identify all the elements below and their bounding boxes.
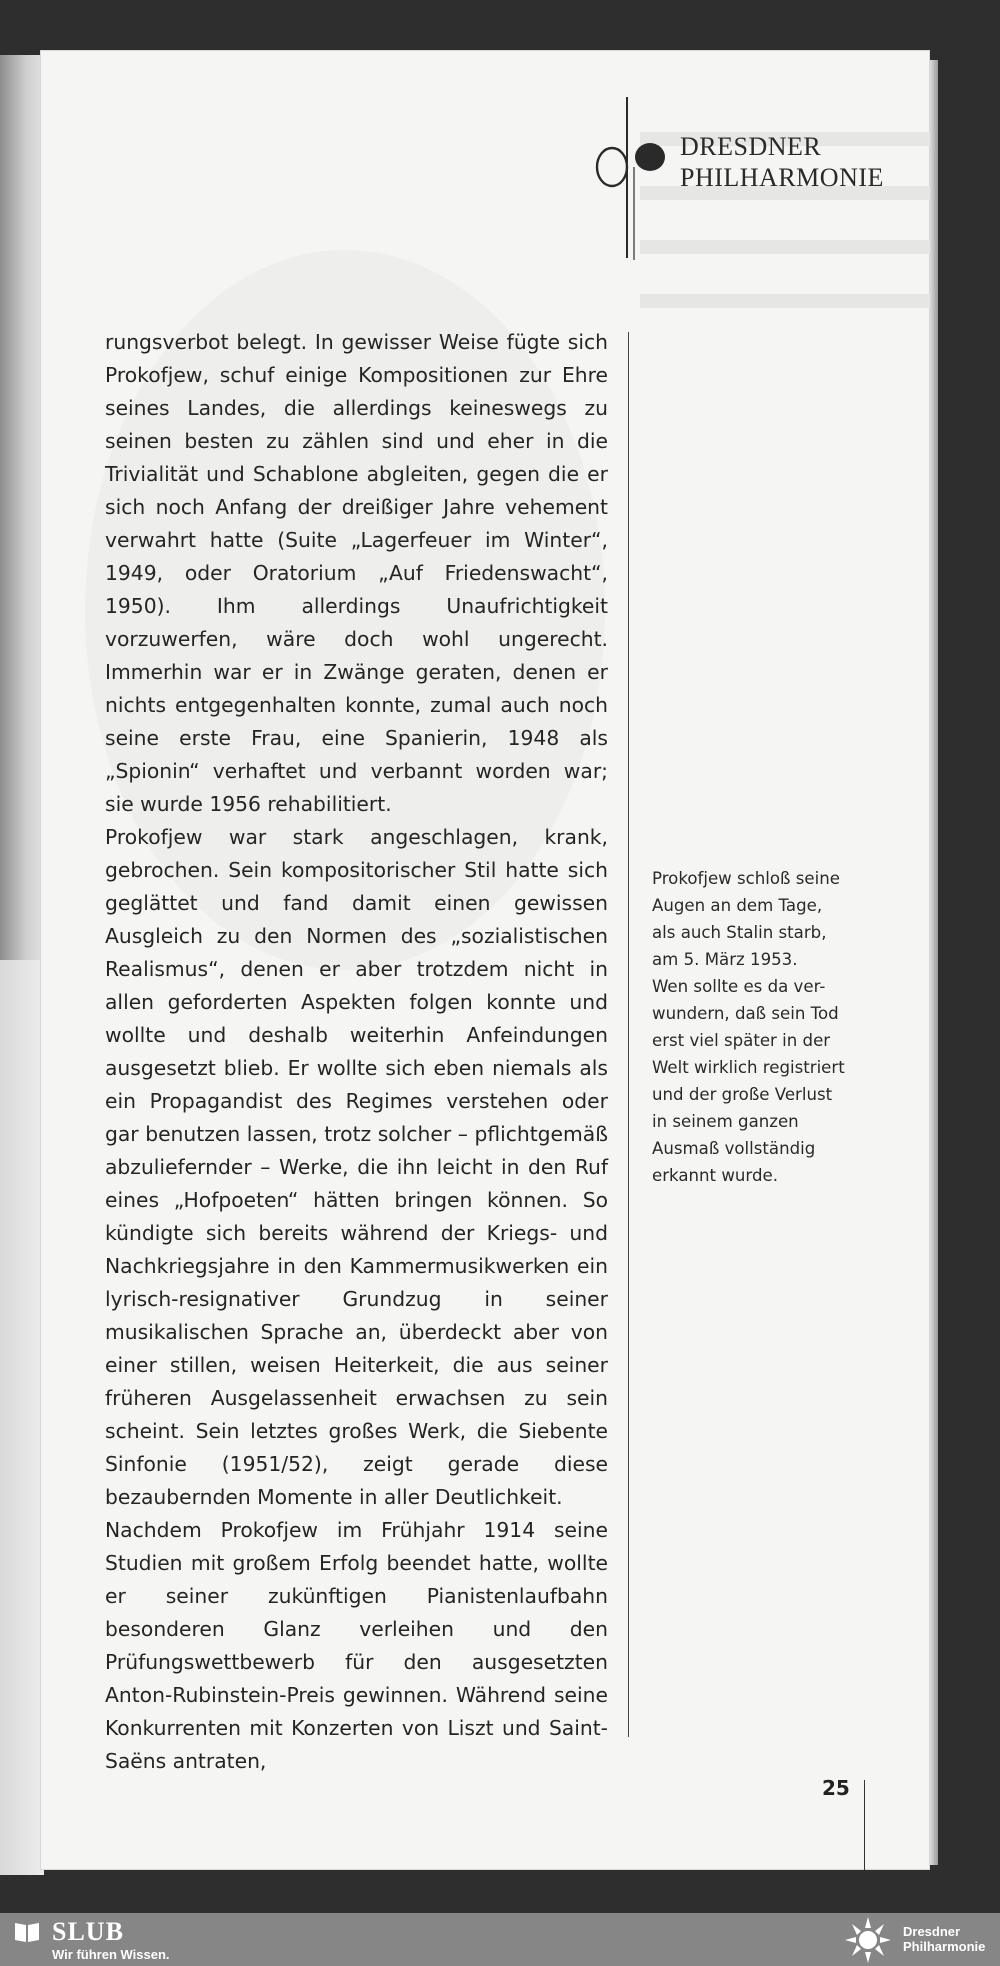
viewer-footer-bar (0, 1913, 1000, 1966)
dresdner-philharmonie-logo (590, 95, 890, 265)
margin-note-line: am 5. März 1953. (652, 950, 798, 969)
margin-note-line: Ausmaß vollständig (652, 1139, 816, 1158)
margin-note-line: erst viel später in der (652, 1031, 831, 1050)
margin-note (652, 865, 882, 1189)
paragraph-1: rungsverbot belegt. In gewisser Weise fügte sich Prokofjew, schuf einige Kompositionen zur Ehre seines Landes, die allerdings keineswegs zu seinen besten zu zählen sind und eher in die Trivialität und Schablone abgleiten, gegen die er sich noch Anfang der dreißiger Jahre vehement verwahrt hatte (Suite „Lagerfeuer im Winter“, 1949, oder Oratorium „Auf Friedenswacht“, 1950). Ihm allerdings Unaufrichtigkeit vorzuwerfen, wäre doch wohl ungerecht. Immerhin war er in Zwänge geraten, denen er nichts entgegenhalten konnte, zumal auch noch seine erste Frau, eine Spanierin, 1948 als „Spionin“ verhaftet und verbannt worden war; sie wurde 1956 rehabilitiert. (105, 330, 608, 816)
page-edge-shadow (930, 60, 938, 1865)
margin-note-line: und der große Verlust (652, 1085, 833, 1104)
slub-tagline: Wir führen Wissen. (52, 1947, 170, 1962)
dp-monogram-icon (590, 95, 690, 265)
margin-note-line: erkannt wurde. (652, 1166, 778, 1185)
main-text-column (105, 326, 608, 1778)
margin-note-line: Wen sollte es da ver- (652, 977, 826, 996)
left-page-edge (0, 55, 44, 960)
margin-note-line: als auch Stalin starb, (652, 923, 827, 942)
philharmonie-line-1: Dresdner (903, 1924, 961, 1939)
margin-note-line: Augen an dem Tage, (652, 896, 823, 915)
paragraph-3: Nachdem Prokofjew im Frühjahr 1914 seine Studien mit großem Erfolg beendet hatte, wollte er seiner zukünftigen Pianistenlaufbahn besonderen Glanz verleihen und den Prüfungswettbewerb für den ausgesetzten Anton-Rubinstein-Preis gewinnen. Während seine Konkurrenten mit Konzerten von Liszt und Saint-Saëns antraten, (105, 1518, 608, 1773)
philharmonie-sun-icon[interactable] (842, 1916, 894, 1964)
philharmonie-logo-text[interactable] (903, 1924, 985, 1954)
logo-wordmark (680, 131, 884, 193)
left-page-edge-lower (0, 960, 44, 1875)
philharmonie-line-2: Philharmonie (903, 1939, 986, 1954)
page-number-rule (864, 1780, 865, 1870)
slub-logo-text[interactable]: SLUB (52, 1917, 124, 1946)
page-number: 25 (822, 1776, 850, 1800)
margin-note-line: wundern, daß sein Tod (652, 1004, 839, 1023)
margin-note-line: Welt wirklich registriert (652, 1058, 845, 1077)
margin-note-line: Prokofjew schloß seine (652, 869, 840, 888)
slub-book-icon (14, 1921, 40, 1943)
column-divider (628, 332, 629, 1737)
margin-note-line: in seinem ganzen (652, 1112, 799, 1131)
logo-line-2: PHILHARMONIE (680, 163, 884, 192)
paragraph-2: Prokofjew war stark angeschlagen, krank, gebrochen. Sein kompositorischer Stil hatte sich geglättet und fand damit einen gewissen Ausgleich zu den Normen des „sozialistischen Realismus“, denen er aber trotzdem nicht in allen geforderten Aspekten folgen konnte und wollte und deshalb weiterhin Anfeindungen ausgesetzt blieb. Er wollte sich eben niemals als ein Propagandist des Regimes verstehen oder gar benutzen lassen, trotz solcher – pflichtgemäß abzuliefernder – Werke, die ihn leicht in den Ruf eines „Hofpoeten“ hätten bringen können. So kündigte sich bereits während der Kriegs- und Nachkriegsjahre in den Kammermusikwerken ein lyrisch-resignativer Grundzug in seiner musikalischen Sprache an, überdeckt aber von einer stillen, weisen Heiterkeit, die aus seiner früheren Ausgelassenheit erwachsen zu sein scheint. Sein letztes großes Werk, die Siebente Sinfonie (1951/52), zeigt gerade diese bezaubernden Momente in aller Deutlichkeit. (105, 825, 608, 1509)
logo-line-1: DRESDNER (680, 132, 822, 161)
